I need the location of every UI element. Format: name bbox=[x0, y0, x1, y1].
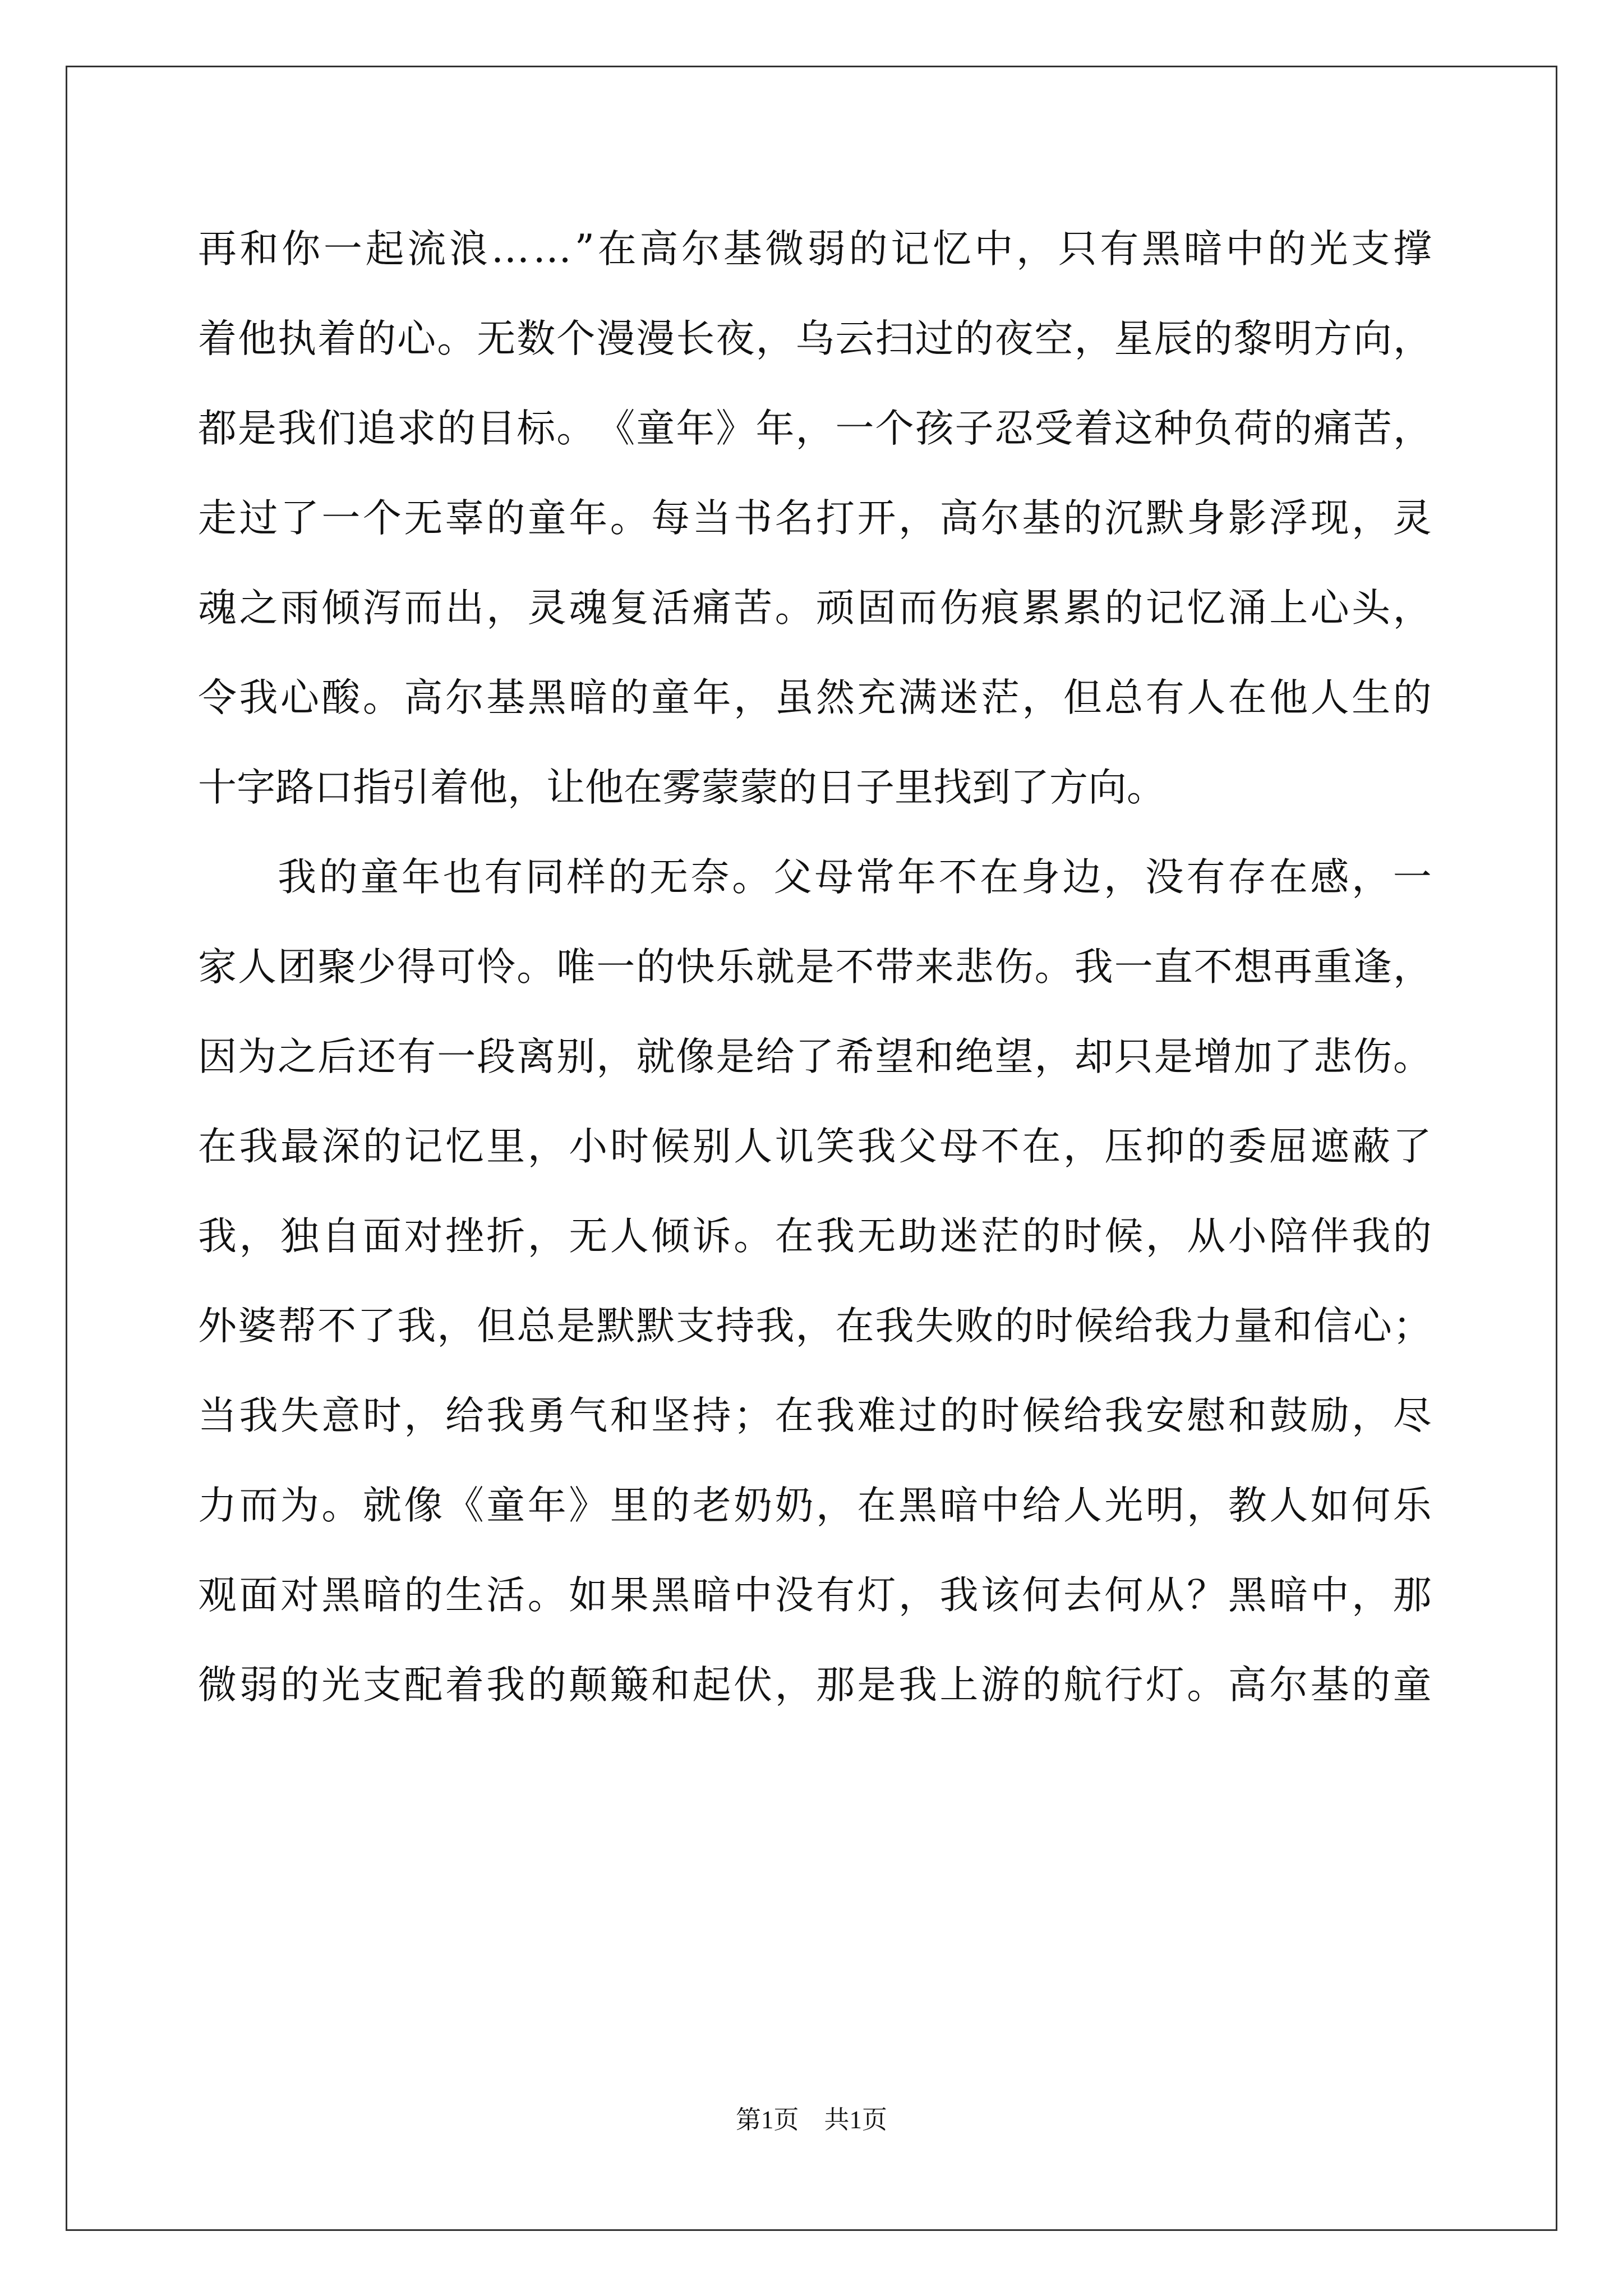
text-line: 着 他 执 着 的 心 。 无 数 个 漫 漫 长 夜 ， 乌 云 扫 过 的 夜 空 ， 星 辰 的 黎 明 方 向 ， bbox=[198, 316, 1432, 361]
page-footer: 第1页 共1页 bbox=[735, 2106, 887, 2134]
text-line: 魂 之 雨 倾 泻 而 出 ， 灵 魂 复 活 痛 苦 。 顽 固 而 伤 痕 累 累 的 记 忆 涌 上 心 头 ， bbox=[198, 586, 1432, 631]
text-line: 走 过 了 一 个 无 辜 的 童 年 。 每 当 书 名 打 开 ， 高 尔 基 的 沉 默 身 影 浮 现 ， 灵 bbox=[198, 496, 1432, 541]
text-line: 观 面 对 黑 暗 的 生 活 。 如 果 黑 暗 中 没 有 灯 ， 我 该 何 去 何 从 ？ 黑 暗 中 ， 那 bbox=[198, 1573, 1432, 1618]
text-line: 因 为 之 后 还 有 一 段 离 别 ， 就 像 是 给 了 希 望 和 绝 望 ， 却 只 是 增 加 了 悲 伤 。 bbox=[198, 1034, 1432, 1079]
text-line: 在 我 最 深 的 记 忆 里 ， 小 时 候 别 人 讥 笑 我 父 母 不 在 ， 压 抑 的 委 屈 遮 蔽 了 bbox=[198, 1124, 1432, 1169]
text-line: 我 ， 独 自 面 对 挫 折 ， 无 人 倾 诉 。 在 我 无 助 迷 茫 的 时 候 ， 从 小 陪 伴 我 的 bbox=[198, 1214, 1432, 1259]
text-line: 微 弱 的 光 支 配 着 我 的 颠 簸 和 起 伏 ， 那 是 我 上 游 的 航 行 灯 。 高 尔 基 的 童 bbox=[198, 1663, 1432, 1708]
text-line: 力 而 为 。 就 像 《 童 年 》 里 的 老 奶 奶 ， 在 黑 暗 中 给 人 光 明 ， 教 人 如 何 乐 bbox=[198, 1483, 1432, 1528]
text-line-paragraph-start: 我 的 童 年 也 有 同 样 的 无 奈 。 父 母 常 年 不 在 身 边 ， 没 有 存 在 感 ， 一 bbox=[278, 855, 1432, 900]
text-line-paragraph-end: 十字路口指引着他，让他在雾蒙蒙的日子里找到了方向。 bbox=[198, 765, 1165, 810]
text-line: 当 我 失 意 时 ， 给 我 勇 气 和 坚 持 ； 在 我 难 过 的 时 候 给 我 安 慰 和 鼓 励 ， 尽 bbox=[198, 1393, 1432, 1438]
document-body bbox=[198, 215, 1432, 1741]
text-line: 再 和 你 一 起 流 浪 … … ” 在 高 尔 基 微 弱 的 记 忆 中 ， 只 有 黑 暗 中 的 光 支 撑 bbox=[198, 227, 1432, 272]
text-line: 家 人 团 聚 少 得 可 怜 。 唯 一 的 快 乐 就 是 不 带 来 悲 伤 。 我 一 直 不 想 再 重 逢 ， bbox=[198, 945, 1432, 990]
text-line: 令 我 心 酸 。 高 尔 基 黑 暗 的 童 年 ， 虽 然 充 满 迷 茫 ， 但 总 有 人 在 他 人 生 的 bbox=[198, 675, 1432, 720]
text-line: 外 婆 帮 不 了 我 ， 但 总 是 默 默 支 持 我 ， 在 我 失 败 的 时 候 给 我 力 量 和 信 心 ； bbox=[198, 1304, 1432, 1349]
text-line: 都 是 我 们 追 求 的 目 标 。 《 童 年 》 年 ， 一 个 孩 子 忍 受 着 这 种 负 荷 的 痛 苦 ， bbox=[198, 406, 1432, 451]
